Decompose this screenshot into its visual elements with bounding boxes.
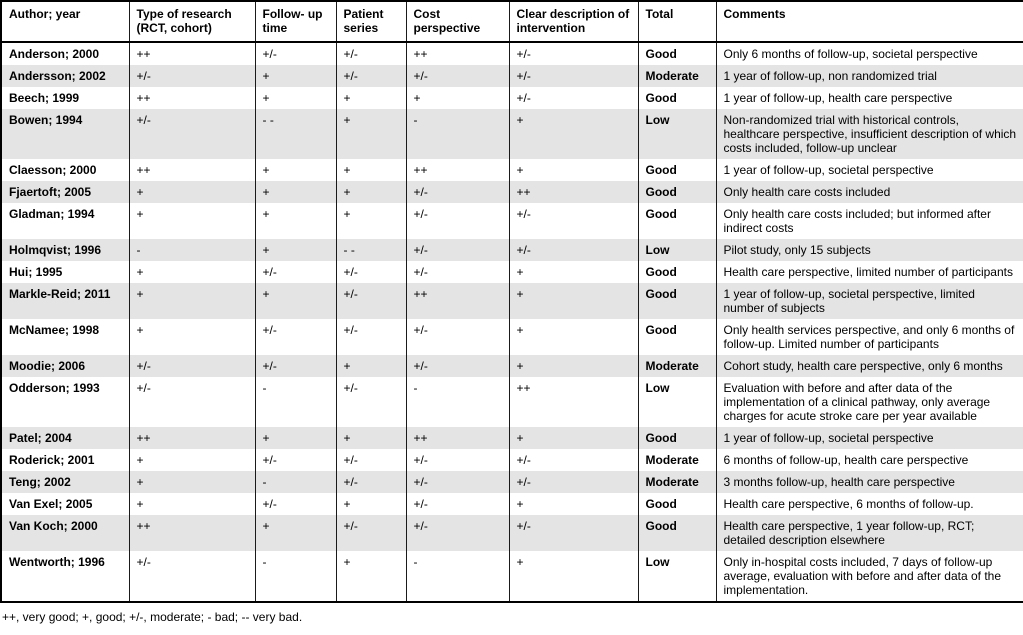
clear-description-cell: ++ xyxy=(509,181,638,203)
author-year-cell: Teng; 2002 xyxy=(1,471,129,493)
patient-series-cell: + xyxy=(336,203,406,239)
author-year-cell: McNamee; 1998 xyxy=(1,319,129,355)
column-header-author: Author; year xyxy=(1,1,129,42)
type-of-research-cell: ++ xyxy=(129,87,255,109)
comments-cell: Only health care costs included xyxy=(716,181,1023,203)
type-of-research-cell: +/- xyxy=(129,355,255,377)
total-score-cell: Good xyxy=(638,181,716,203)
comments-cell: Health care perspective, limited number of participants xyxy=(716,261,1023,283)
type-of-research-cell: + xyxy=(129,319,255,355)
cost-perspective-cell: ++ xyxy=(406,283,509,319)
cost-perspective-cell: +/- xyxy=(406,65,509,87)
patient-series-cell: + xyxy=(336,181,406,203)
cost-perspective-cell: +/- xyxy=(406,239,509,261)
table-row xyxy=(1,261,1023,283)
patient-series-cell: - - xyxy=(336,239,406,261)
comments-cell: 3 months follow-up, health care perspective xyxy=(716,471,1023,493)
clear-description-cell: + xyxy=(509,109,638,159)
author-year-cell: Patel; 2004 xyxy=(1,427,129,449)
patient-series-cell: + xyxy=(336,355,406,377)
cost-perspective-cell: +/- xyxy=(406,181,509,203)
follow-up-time-cell: - - xyxy=(255,109,336,159)
cost-perspective-cell: +/- xyxy=(406,203,509,239)
type-of-research-cell: + xyxy=(129,283,255,319)
total-score-cell: Low xyxy=(638,109,716,159)
header-row xyxy=(1,1,1023,42)
follow-up-time-cell: +/- xyxy=(255,42,336,65)
table-row xyxy=(1,551,1023,602)
cost-perspective-cell: +/- xyxy=(406,493,509,515)
patient-series-cell: + xyxy=(336,493,406,515)
patient-series-cell: + xyxy=(336,427,406,449)
total-score-cell: Good xyxy=(638,283,716,319)
author-year-cell: Bowen; 1994 xyxy=(1,109,129,159)
table-row xyxy=(1,449,1023,471)
total-score-cell: Good xyxy=(638,261,716,283)
follow-up-time-cell: - xyxy=(255,471,336,493)
comments-cell: Health care perspective, 6 months of follow-up. xyxy=(716,493,1023,515)
column-header-cost: Cost perspective xyxy=(406,1,509,42)
clear-description-cell: + xyxy=(509,159,638,181)
cost-perspective-cell: ++ xyxy=(406,427,509,449)
patient-series-cell: + xyxy=(336,109,406,159)
author-year-cell: Andersson; 2002 xyxy=(1,65,129,87)
type-of-research-cell: +/- xyxy=(129,377,255,427)
table-row xyxy=(1,471,1023,493)
table-row xyxy=(1,355,1023,377)
type-of-research-cell: - xyxy=(129,239,255,261)
type-of-research-cell: ++ xyxy=(129,427,255,449)
cost-perspective-cell: +/- xyxy=(406,261,509,283)
patient-series-cell: +/- xyxy=(336,471,406,493)
follow-up-time-cell: - xyxy=(255,377,336,427)
follow-up-time-cell: +/- xyxy=(255,493,336,515)
author-year-cell: Markle-Reid; 2011 xyxy=(1,283,129,319)
cost-perspective-cell: +/- xyxy=(406,449,509,471)
total-score-cell: Good xyxy=(638,42,716,65)
column-header-type: Type of research (RCT, cohort) xyxy=(129,1,255,42)
total-score-cell: Moderate xyxy=(638,449,716,471)
author-year-cell: Wentworth; 1996 xyxy=(1,551,129,602)
follow-up-time-cell: + xyxy=(255,203,336,239)
column-header-followup: Follow- up time xyxy=(255,1,336,42)
table-row xyxy=(1,181,1023,203)
total-score-cell: Good xyxy=(638,493,716,515)
column-header-clear: Clear description of intervention xyxy=(509,1,638,42)
follow-up-time-cell: +/- xyxy=(255,449,336,471)
total-score-cell: Good xyxy=(638,515,716,551)
clear-description-cell: +/- xyxy=(509,449,638,471)
author-year-cell: Van Exel; 2005 xyxy=(1,493,129,515)
comments-cell: Only health services perspective, and only 6 months of follow-up. Limited number of participants xyxy=(716,319,1023,355)
cost-perspective-cell: - xyxy=(406,109,509,159)
clear-description-cell: +/- xyxy=(509,203,638,239)
table-body xyxy=(1,42,1023,602)
table-row xyxy=(1,319,1023,355)
total-score-cell: Good xyxy=(638,427,716,449)
comments-cell: Only 6 months of follow-up, societal perspective xyxy=(716,42,1023,65)
follow-up-time-cell: - xyxy=(255,551,336,602)
follow-up-time-cell: + xyxy=(255,87,336,109)
patient-series-cell: + xyxy=(336,87,406,109)
comments-cell: Evaluation with before and after data of the implementation of a clinical pathway, only average charges for acute stroke care per year available xyxy=(716,377,1023,427)
follow-up-time-cell: + xyxy=(255,159,336,181)
table-row xyxy=(1,65,1023,87)
type-of-research-cell: +/- xyxy=(129,109,255,159)
author-year-cell: Hui; 1995 xyxy=(1,261,129,283)
clear-description-cell: +/- xyxy=(509,471,638,493)
total-score-cell: Low xyxy=(638,551,716,602)
table-row xyxy=(1,109,1023,159)
cost-perspective-cell: +/- xyxy=(406,355,509,377)
type-of-research-cell: + xyxy=(129,181,255,203)
total-score-cell: Moderate xyxy=(638,355,716,377)
total-score-cell: Moderate xyxy=(638,65,716,87)
comments-cell: 1 year of follow-up, societal perspective xyxy=(716,427,1023,449)
cost-perspective-cell: - xyxy=(406,551,509,602)
column-header-total: Total xyxy=(638,1,716,42)
patient-series-cell: + xyxy=(336,159,406,181)
table-header xyxy=(1,1,1023,42)
clear-description-cell: +/- xyxy=(509,42,638,65)
cost-perspective-cell: +/- xyxy=(406,515,509,551)
follow-up-time-cell: + xyxy=(255,427,336,449)
comments-cell: 1 year of follow-up, societal perspective xyxy=(716,159,1023,181)
author-year-cell: Anderson; 2000 xyxy=(1,42,129,65)
type-of-research-cell: ++ xyxy=(129,42,255,65)
total-score-cell: Low xyxy=(638,377,716,427)
table-row xyxy=(1,427,1023,449)
table-row xyxy=(1,87,1023,109)
clear-description-cell: +/- xyxy=(509,87,638,109)
patient-series-cell: +/- xyxy=(336,42,406,65)
type-of-research-cell: + xyxy=(129,203,255,239)
comments-cell: Non-randomized trial with historical controls, healthcare perspective, insufficient description of which costs included, follow-up unclear xyxy=(716,109,1023,159)
patient-series-cell: +/- xyxy=(336,515,406,551)
clear-description-cell: +/- xyxy=(509,515,638,551)
clear-description-cell: +/- xyxy=(509,65,638,87)
cost-perspective-cell: - xyxy=(406,377,509,427)
type-of-research-cell: ++ xyxy=(129,159,255,181)
legend-footnote: ++, very good; +, good; +/-, moderate; - bad; -- very bad. xyxy=(2,610,303,624)
comments-cell: Cohort study, health care perspective, only 6 months xyxy=(716,355,1023,377)
follow-up-time-cell: +/- xyxy=(255,319,336,355)
type-of-research-cell: +/- xyxy=(129,65,255,87)
total-score-cell: Low xyxy=(638,239,716,261)
author-year-cell: Moodie; 2006 xyxy=(1,355,129,377)
author-year-cell: Fjaertoft; 2005 xyxy=(1,181,129,203)
type-of-research-cell: + xyxy=(129,493,255,515)
author-year-cell: Gladman; 1994 xyxy=(1,203,129,239)
patient-series-cell: +/- xyxy=(336,283,406,319)
clear-description-cell: + xyxy=(509,551,638,602)
total-score-cell: Good xyxy=(638,203,716,239)
total-score-cell: Good xyxy=(638,319,716,355)
type-of-research-cell: + xyxy=(129,261,255,283)
type-of-research-cell: + xyxy=(129,471,255,493)
follow-up-time-cell: +/- xyxy=(255,355,336,377)
clear-description-cell: ++ xyxy=(509,377,638,427)
table-row xyxy=(1,283,1023,319)
clear-description-cell: + xyxy=(509,427,638,449)
author-year-cell: Claesson; 2000 xyxy=(1,159,129,181)
follow-up-time-cell: + xyxy=(255,181,336,203)
author-year-cell: Odderson; 1993 xyxy=(1,377,129,427)
table-row xyxy=(1,42,1023,65)
type-of-research-cell: +/- xyxy=(129,551,255,602)
table-row xyxy=(1,515,1023,551)
author-year-cell: Van Koch; 2000 xyxy=(1,515,129,551)
clear-description-cell: + xyxy=(509,319,638,355)
comments-cell: Only health care costs included; but informed after indirect costs xyxy=(716,203,1023,239)
comments-cell: 1 year of follow-up, societal perspective, limited number of subjects xyxy=(716,283,1023,319)
cost-perspective-cell: ++ xyxy=(406,159,509,181)
follow-up-time-cell: + xyxy=(255,239,336,261)
column-header-comments: Comments xyxy=(716,1,1023,42)
follow-up-time-cell: + xyxy=(255,515,336,551)
cost-perspective-cell: +/- xyxy=(406,319,509,355)
cost-perspective-cell: + xyxy=(406,87,509,109)
author-year-cell: Beech; 1999 xyxy=(1,87,129,109)
cost-perspective-cell: ++ xyxy=(406,42,509,65)
follow-up-time-cell: +/- xyxy=(255,261,336,283)
cost-perspective-cell: +/- xyxy=(406,471,509,493)
patient-series-cell: + xyxy=(336,551,406,602)
comments-cell: 6 months of follow-up, health care perspective xyxy=(716,449,1023,471)
table-row xyxy=(1,203,1023,239)
type-of-research-cell: ++ xyxy=(129,515,255,551)
clear-description-cell: + xyxy=(509,261,638,283)
clear-description-cell: + xyxy=(509,283,638,319)
follow-up-time-cell: + xyxy=(255,283,336,319)
total-score-cell: Good xyxy=(638,159,716,181)
total-score-cell: Good xyxy=(638,87,716,109)
comments-cell: 1 year of follow-up, non randomized trial xyxy=(716,65,1023,87)
table-row xyxy=(1,377,1023,427)
comments-cell: Pilot study, only 15 subjects xyxy=(716,239,1023,261)
column-header-patient: Patient series xyxy=(336,1,406,42)
total-score-cell: Moderate xyxy=(638,471,716,493)
table-row xyxy=(1,493,1023,515)
patient-series-cell: +/- xyxy=(336,65,406,87)
clear-description-cell: + xyxy=(509,493,638,515)
table-row xyxy=(1,239,1023,261)
comments-cell: 1 year of follow-up, health care perspective xyxy=(716,87,1023,109)
patient-series-cell: +/- xyxy=(336,449,406,471)
clear-description-cell: + xyxy=(509,355,638,377)
clear-description-cell: +/- xyxy=(509,239,638,261)
type-of-research-cell: + xyxy=(129,449,255,471)
author-year-cell: Holmqvist; 1996 xyxy=(1,239,129,261)
comments-cell: Health care perspective, 1 year follow-up, RCT; detailed description elsewhere xyxy=(716,515,1023,551)
patient-series-cell: +/- xyxy=(336,319,406,355)
follow-up-time-cell: + xyxy=(255,65,336,87)
patient-series-cell: +/- xyxy=(336,377,406,427)
comments-cell: Only in-hospital costs included, 7 days of follow-up average, evaluation with before and after data of the implementation. xyxy=(716,551,1023,602)
table-row xyxy=(1,159,1023,181)
patient-series-cell: +/- xyxy=(336,261,406,283)
author-year-cell: Roderick; 2001 xyxy=(1,449,129,471)
